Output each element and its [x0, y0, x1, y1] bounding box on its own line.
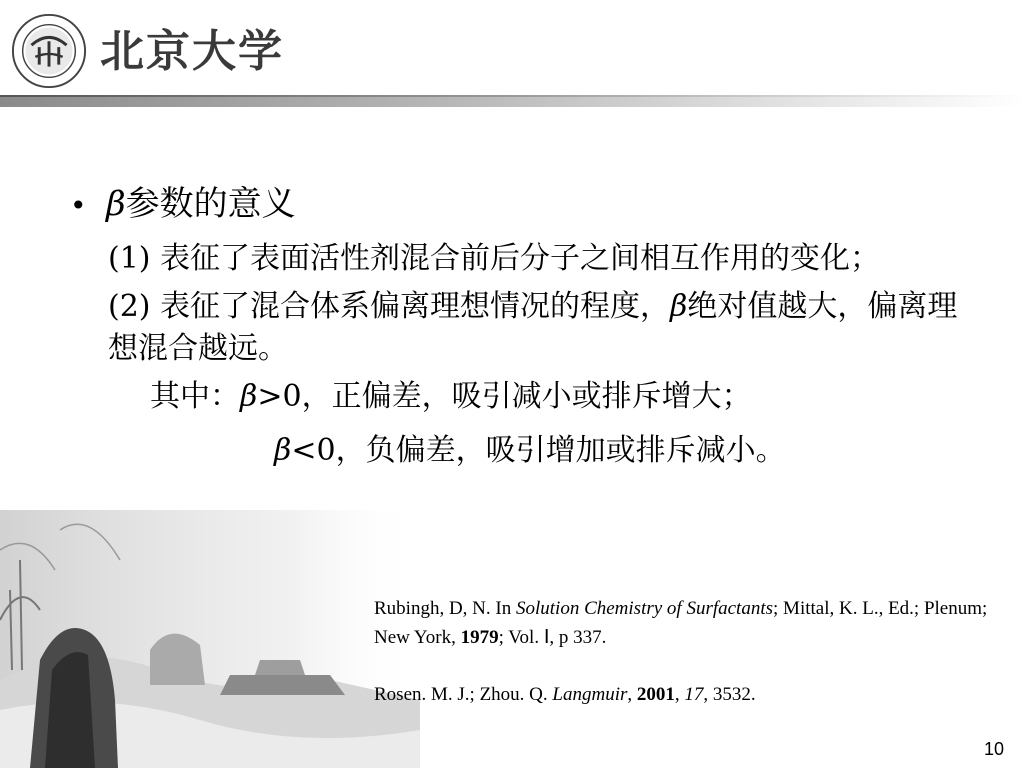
ref2-year: 2001 [636, 684, 675, 705]
bullet-heading [70, 178, 970, 232]
slide-body [70, 178, 970, 478]
note-prefix: 其中： [150, 379, 240, 414]
ref1-year: 1979 [460, 627, 499, 648]
ref2-page: , 3532. [703, 684, 756, 705]
item-2-part-a: (2) 表征了混合体系偏离理想情况的程度， [108, 289, 671, 324]
item-1: (1) 表征了表面活性剂混合前后分子之间相互作用的变化； [108, 241, 881, 276]
heading-text: 参数的意义 [125, 184, 296, 224]
page-number: 10 [983, 739, 1004, 759]
ref2-journal: Langmuir [552, 684, 628, 705]
beta-symbol: β [274, 433, 292, 468]
ref2-authors: Rosen. M. J.; Zhou. Q. [374, 684, 553, 705]
ref2-volume: 17 [684, 684, 704, 705]
bullet-icon: • [70, 189, 87, 222]
reference-2 [374, 680, 1004, 709]
ref1-authors: Rubingh, D, N. In [374, 598, 516, 619]
header-divider-line [0, 95, 1024, 97]
ref2-separator: , [627, 684, 637, 705]
ref1-volume-page: ; Vol. Ⅰ, p 337. [498, 627, 607, 648]
ref1-title: Solution Chemistry of Surfactants [515, 598, 774, 619]
beta-symbol: β [240, 379, 258, 414]
negative-deviation-note [274, 424, 970, 478]
item-2-part-b: 绝对值越大，偏离理想混合越远。 [108, 289, 958, 366]
positive-deviation-text: >0，正偏差，吸引减小或排斥增大； [257, 379, 752, 414]
item-2 [108, 286, 970, 370]
negative-deviation-text: <0，负偏差，吸引增加或排斥减小。 [291, 433, 786, 468]
beta-symbol: β [106, 184, 126, 224]
reference-1 [374, 594, 1004, 652]
beta-symbol: β [670, 289, 688, 324]
ref1-publisher: ; Mittal, K. L., Ed.; Plenum; New York, [374, 598, 988, 648]
university-name: 北京大学 [100, 26, 284, 77]
university-seal-logo [10, 12, 88, 90]
positive-deviation-note [150, 370, 970, 424]
references [374, 594, 1004, 709]
campus-scenery-image [0, 470, 420, 768]
ref2-separator: , [674, 684, 685, 705]
